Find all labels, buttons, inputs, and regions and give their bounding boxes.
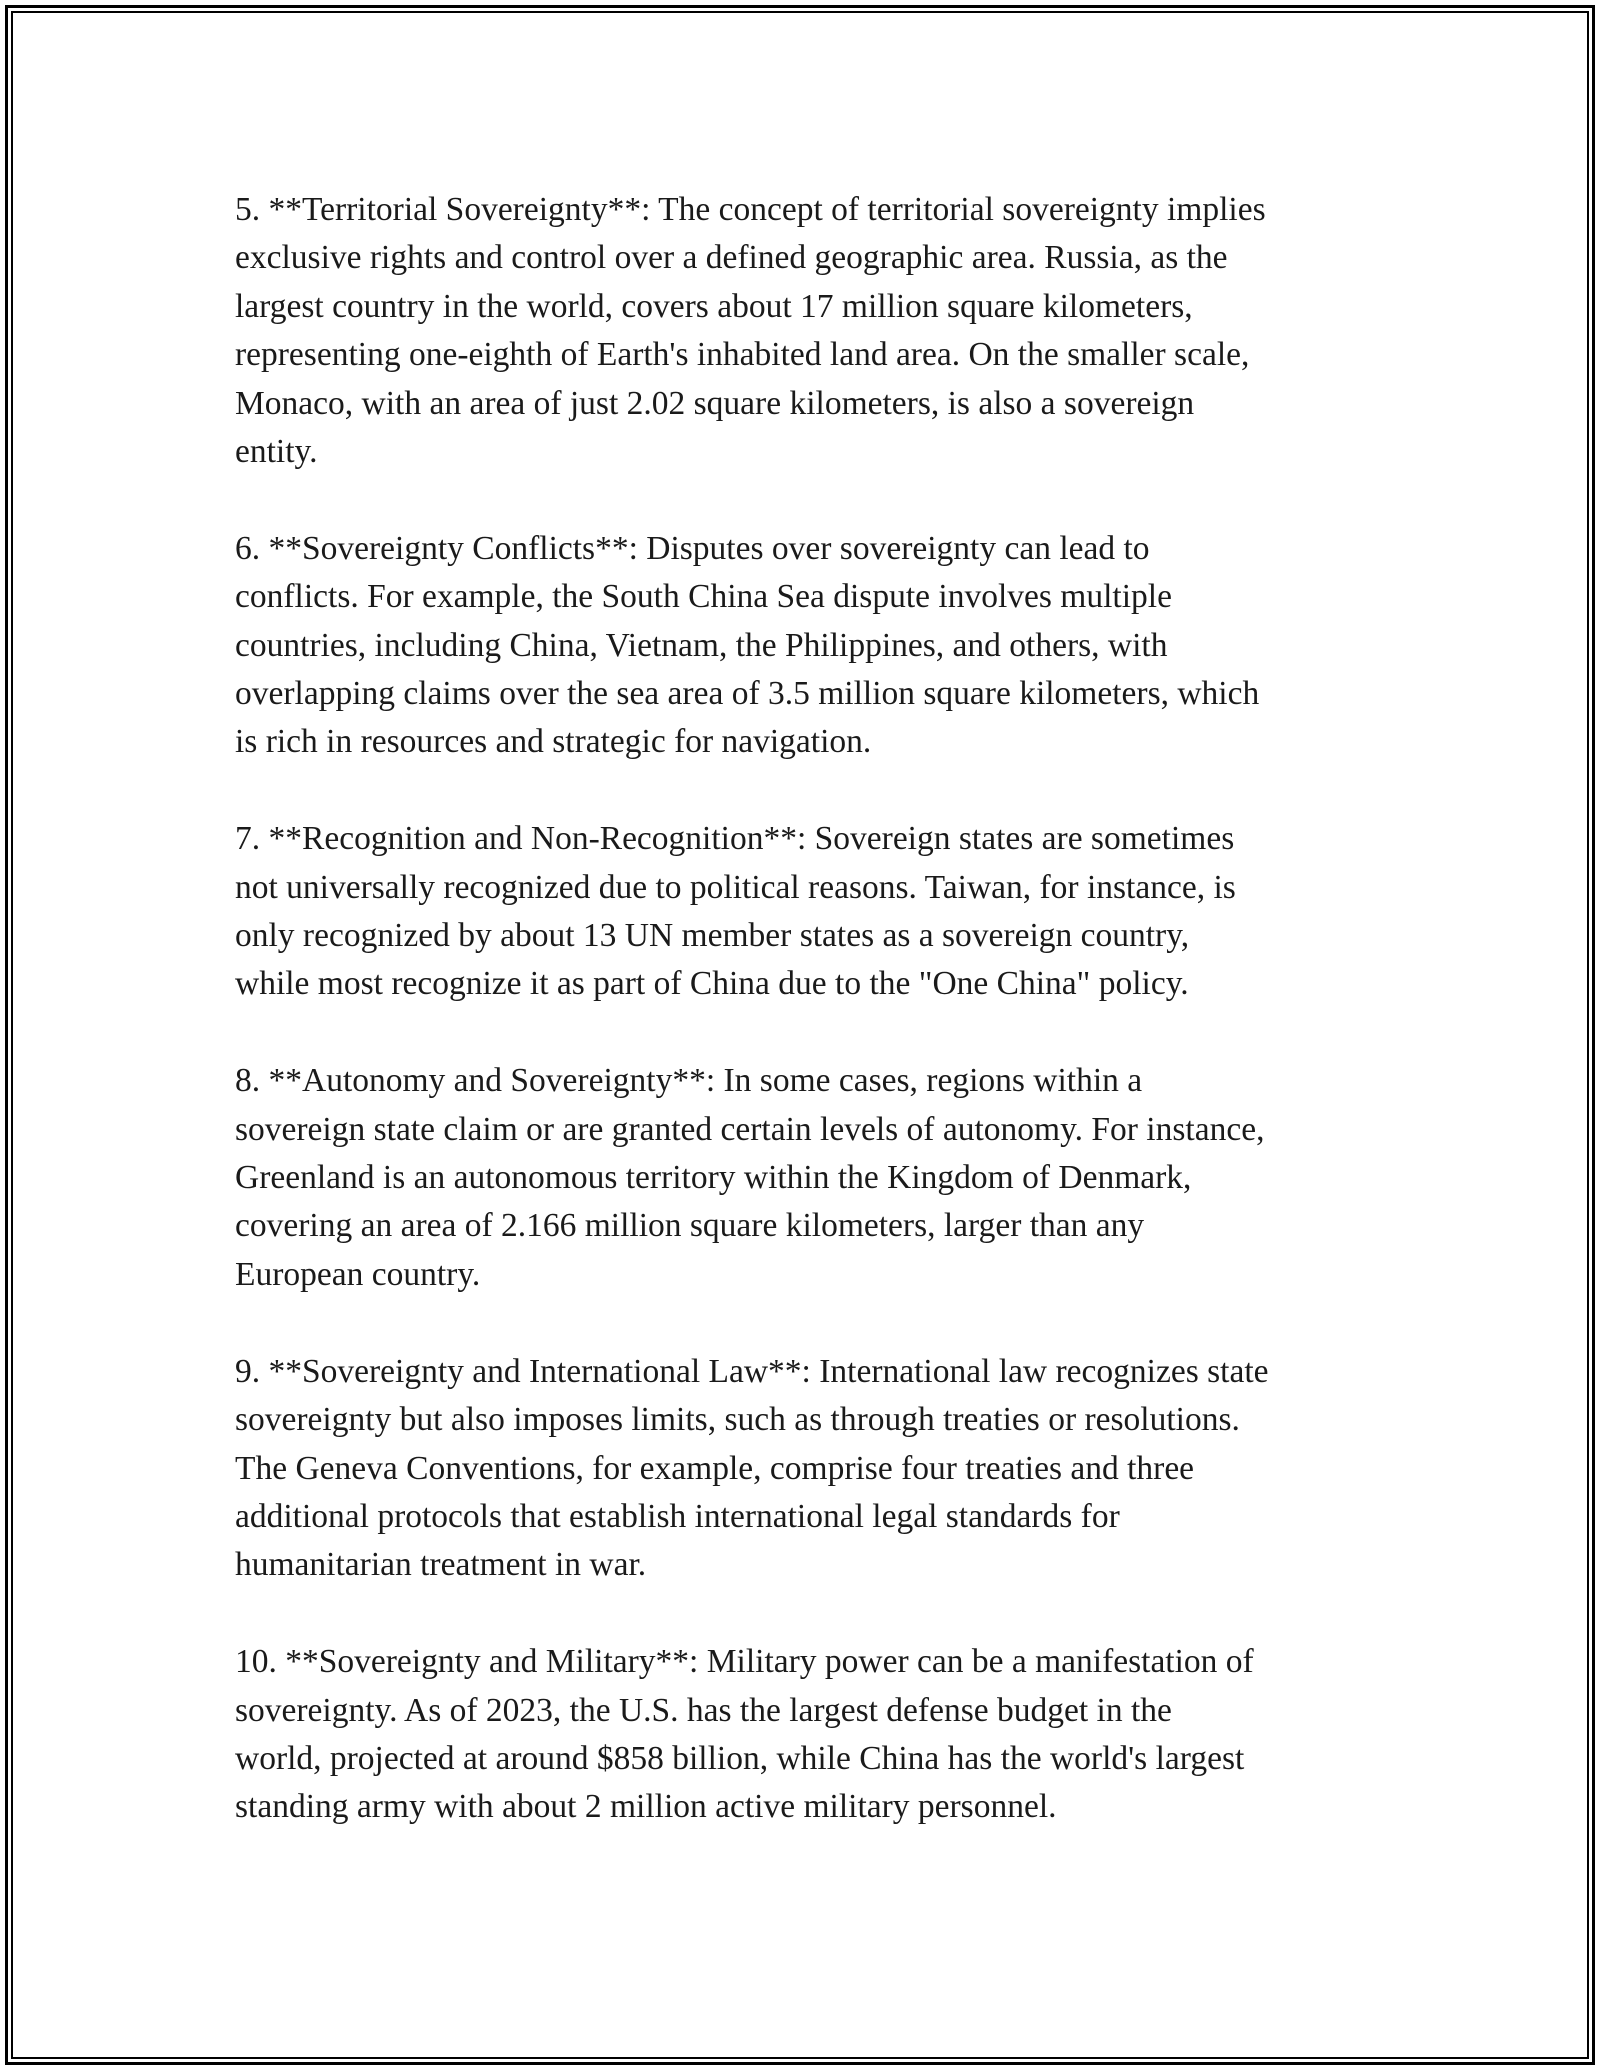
text-line: sovereignty but also imposes limits, such as through treaties or resolutions. <box>235 1401 1240 1439</box>
text-line: additional protocols that establish international legal standards for <box>235 1497 1120 1535</box>
text-line: sovereign state claim or are granted certain levels of autonomy. For instance, <box>235 1110 1265 1148</box>
text-line: countries, including China, Vietnam, the Philippines, and others, with <box>235 626 1168 664</box>
text-line: European country. <box>235 1255 481 1293</box>
text-line: 10. **Sovereignty and Military**: Military power can be a manifestation of <box>235 1643 1254 1681</box>
text-line: exclusive rights and control over a defined geographic area. Russia, as the <box>235 239 1228 277</box>
text-line: largest country in the world, covers about 17 million square kilometers, <box>235 287 1193 325</box>
text-line: standing army with about 2 million active military personnel. <box>235 1788 1057 1826</box>
text-line: only recognized by about 13 UN member states as a sovereign country, <box>235 917 1190 955</box>
text-line: is rich in resources and strategic for navigation. <box>235 723 872 761</box>
text-line: The Geneva Conventions, for example, comprise four treaties and three <box>235 1449 1195 1487</box>
text-line: entity. <box>235 433 318 471</box>
paragraph-sovereignty-conflicts <box>235 525 1385 767</box>
text-line: sovereignty. As of 2023, the U.S. has the largest defense budget in the <box>235 1691 1172 1729</box>
text-line: overlapping claims over the sea area of 3.5 million square kilometers, which <box>235 675 1260 713</box>
text-line: while most recognize it as part of China due to the "One China" policy. <box>235 965 1189 1003</box>
text-line: humanitarian treatment in war. <box>235 1546 647 1584</box>
text-line: conflicts. For example, the South China Sea dispute involves multiple <box>235 578 1172 616</box>
text-line: 5. **Territorial Sovereignty**: The concept of territorial sovereignty implies <box>235 191 1266 228</box>
text-line: 9. **Sovereignty and International Law**: International law recognizes state <box>235 1352 1269 1390</box>
text-line: 7. **Recognition and Non-Recognition**: Sovereign states are sometimes <box>235 820 1235 858</box>
paragraph-recognition <box>235 815 1385 1009</box>
paragraph-international-law <box>235 1348 1385 1590</box>
paragraph-territorial-sovereignty <box>235 186 1385 476</box>
text-line: 6. **Sovereignty Conflicts**: Disputes over sovereignty can lead to <box>235 529 1150 567</box>
paragraph-military <box>235 1638 1385 1832</box>
text-line: not universally recognized due to political reasons. Taiwan, for instance, is <box>235 868 1236 906</box>
document-body <box>235 186 1385 1880</box>
text-line: covering an area of 2.166 million square kilometers, larger than any <box>235 1207 1145 1245</box>
text-line: 8. **Autonomy and Sovereignty**: In some cases, regions within a <box>235 1062 1143 1100</box>
text-line: Greenland is an autonomous territory within the Kingdom of Denmark, <box>235 1159 1192 1197</box>
text-line: Monaco, with an area of just 2.02 square kilometers, is also a sovereign <box>235 384 1195 422</box>
text-line: world, projected at around $858 billion, while China has the world's largest <box>235 1739 1245 1777</box>
paragraph-autonomy <box>235 1057 1385 1299</box>
text-line: representing one-eighth of Earth's inhabited land area. On the smaller scale, <box>235 336 1250 374</box>
